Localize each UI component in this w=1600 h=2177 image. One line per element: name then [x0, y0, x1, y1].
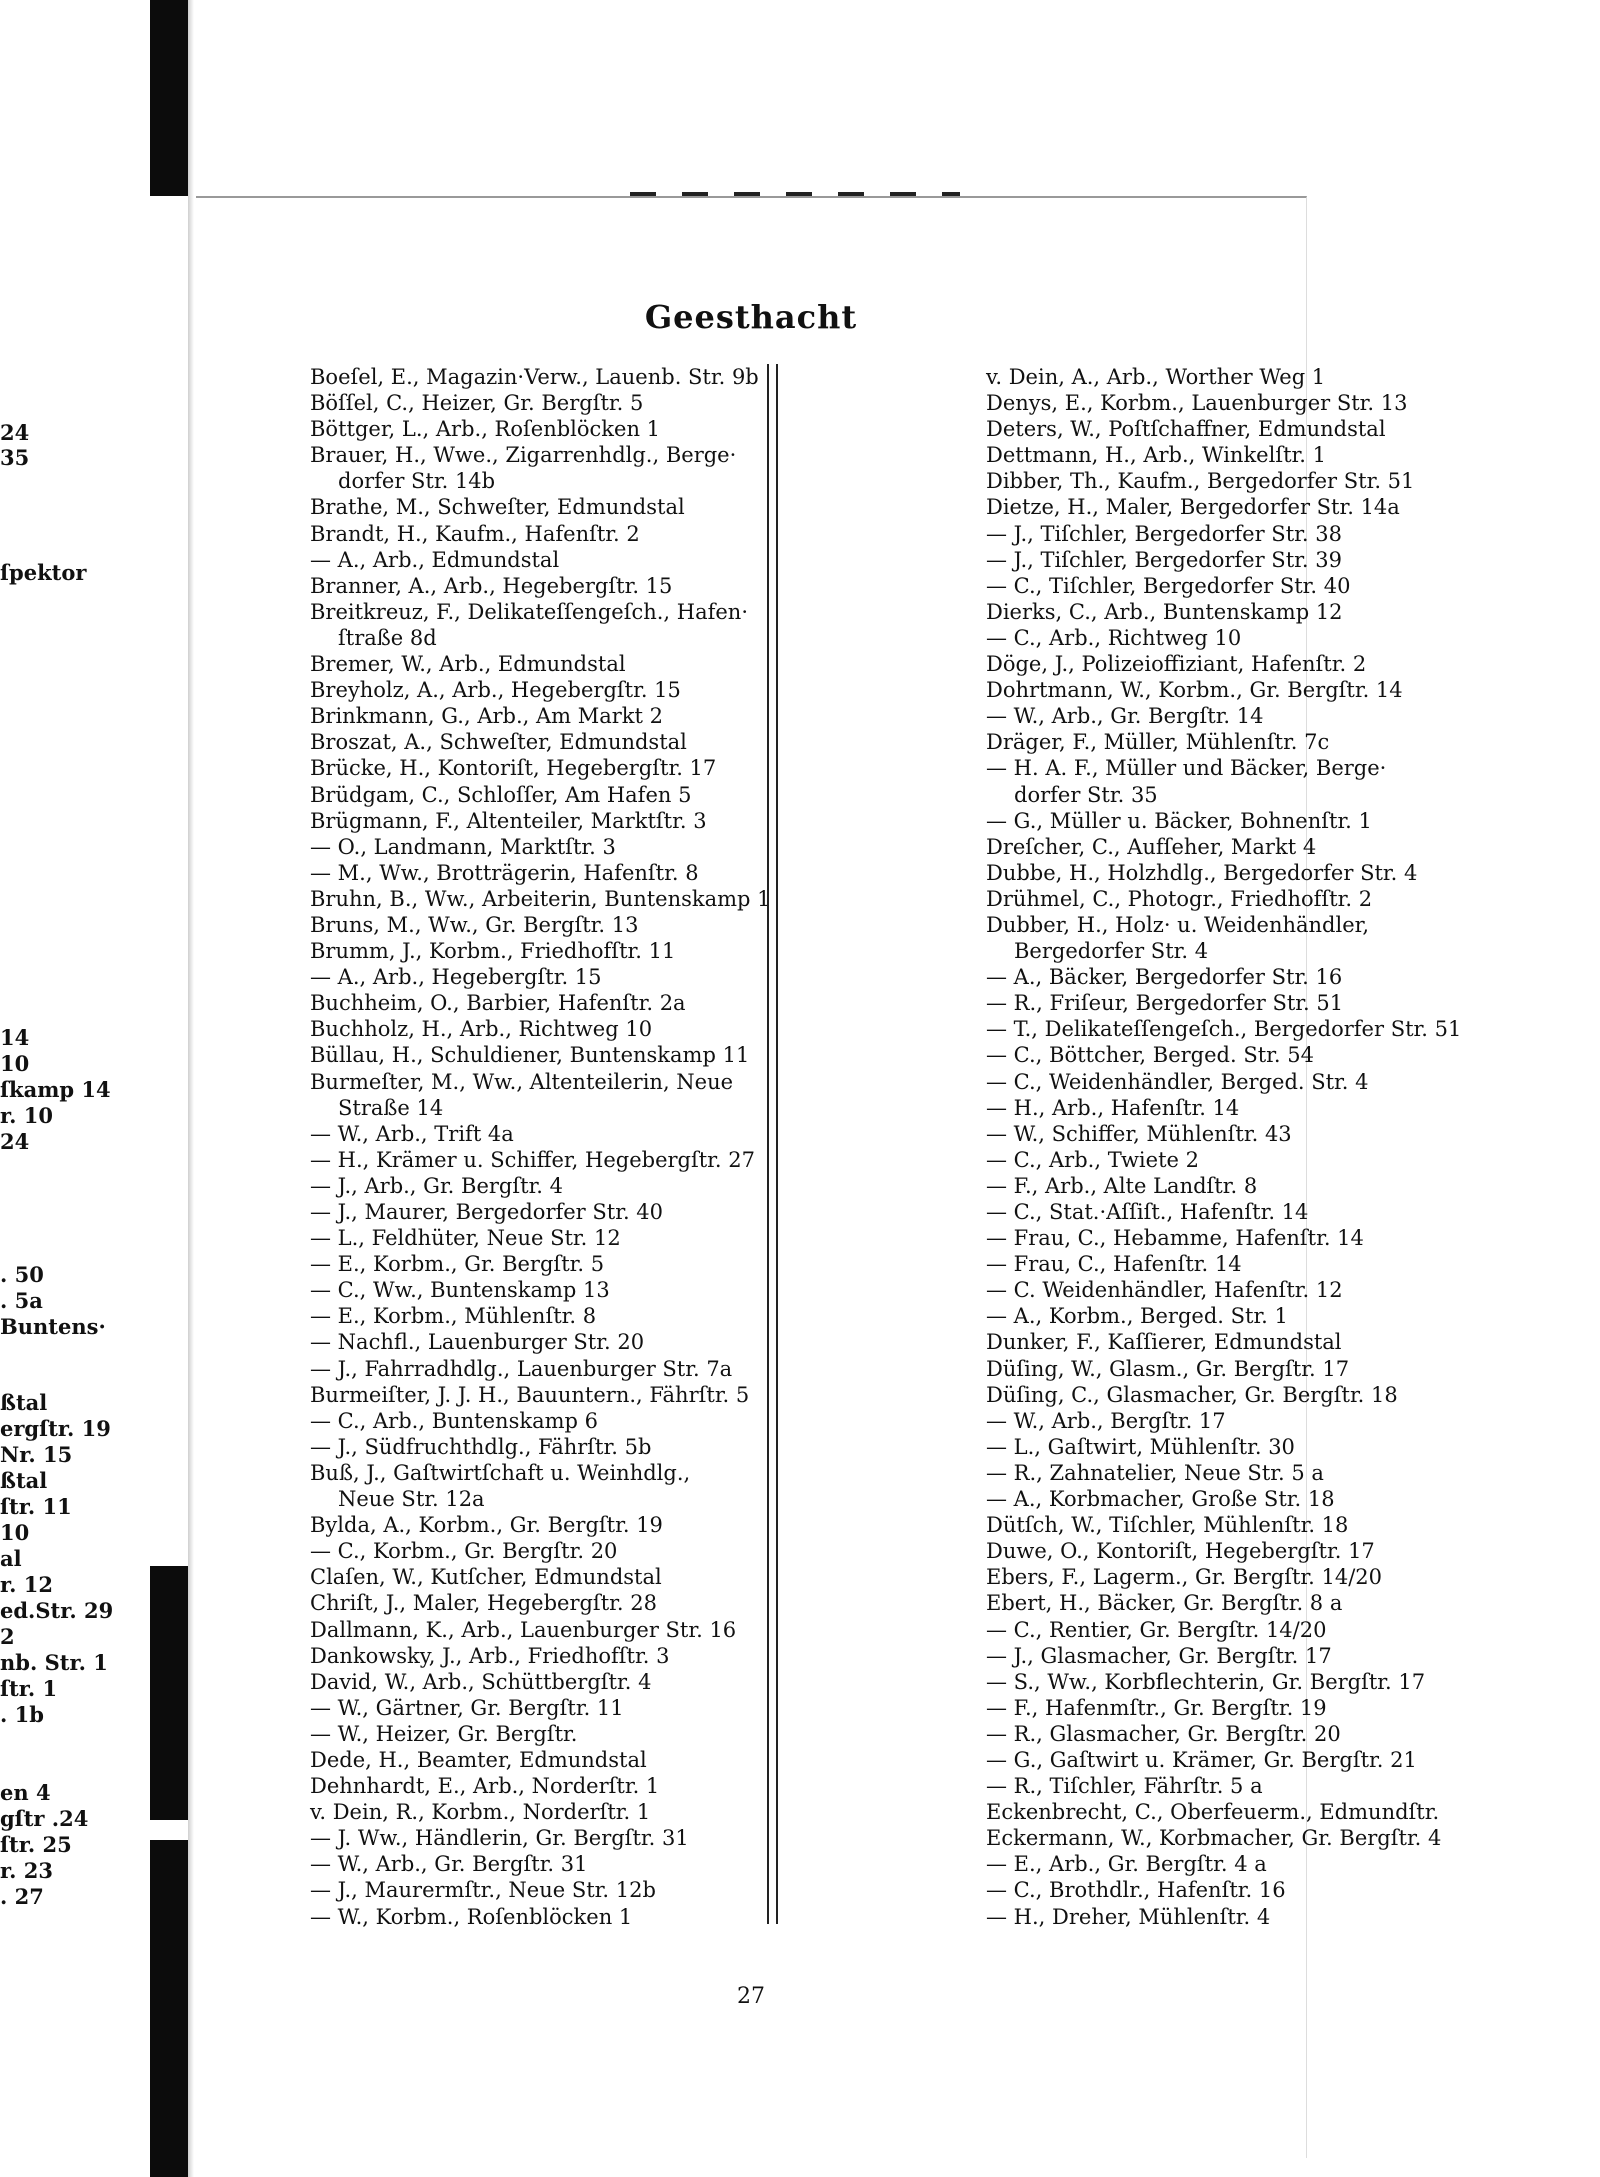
directory-entry: Dallmann, K., Arb., Lauenburger Str. 16 [310, 1617, 737, 1642]
margin-fragment: ßtal [0, 1468, 48, 1493]
directory-entry: Brathe, M., Schweſter, Edmundstal [310, 495, 685, 520]
directory-entry: — J. Ww., Händlerin, Gr. Bergſtr. 31 [310, 1826, 689, 1851]
directory-entry: Denys, E., Korbm., Lauenburger Str. 13 [986, 391, 1408, 416]
directory-entry: Burmeſter, M., Ww., Altenteilerin, Neue [310, 1069, 734, 1094]
directory-entry: Boeſel, E., Magazin·Verw., Lauenb. Str. 9b [310, 365, 759, 389]
margin-fragment: 10 [0, 1520, 30, 1545]
margin-fragment: 14 [0, 1025, 30, 1050]
margin-fragment: ßtal [0, 1390, 48, 1415]
directory-entry: — C. Weidenhändler, Hafenſtr. 12 [986, 1278, 1343, 1303]
directory-entry: — Nachfl., Lauenburger Str. 20 [310, 1330, 645, 1355]
directory-entry: Brauer, H., Wwe., Zigarrenhdlg., Berge· [310, 443, 737, 468]
directory-entry: Böſſel, C., Heizer, Gr. Bergſtr. 5 [310, 391, 644, 416]
directory-entry: — C., Arb., Richtweg 10 [986, 625, 1242, 650]
directory-entry: — L., Gaſtwirt, Mühlenſtr. 30 [986, 1434, 1295, 1459]
directory-entry: Brandt, H., Kaufm., Hafenſtr. 2 [310, 521, 640, 546]
directory-entry: — C., Ww., Buntenskamp 13 [310, 1278, 610, 1303]
directory-entry: v. Dein, R., Korbm., Norderſtr. 1 [310, 1800, 651, 1825]
directory-entry: — W., Heizer, Gr. Bergſtr. [310, 1721, 578, 1746]
directory-entry: Dunker, F., Kaſſierer, Edmundstal [986, 1330, 1342, 1355]
directory-entry: — A., Korbmacher, Große Str. 18 [986, 1487, 1335, 1512]
directory-entry: — F., Arb., Alte Landſtr. 8 [986, 1173, 1258, 1198]
directory-entry: — C., Rentier, Gr. Bergſtr. 14/20 [986, 1617, 1327, 1642]
directory-entry: Büllau, H., Schuldiener, Buntenskamp 11 [310, 1043, 750, 1068]
directory-entry: Dubber, H., Holz· u. Weidenhändler, [986, 912, 1370, 937]
directory-entry: Bruhn, B., Ww., Arbeiterin, Buntenskamp 1 [310, 886, 771, 911]
margin-fragment: ſtr. 1 [0, 1676, 58, 1701]
directory-entry: Straße 14 [338, 1095, 444, 1120]
margin-fragment: 2 [0, 1624, 15, 1649]
directory-entry: Dubbe, H., Holzhdlg., Bergedorfer Str. 4 [986, 860, 1418, 885]
margin-fragment: ſkamp 14 [0, 1077, 111, 1102]
margin-fragment: r. 23 [0, 1858, 53, 1883]
directory-entry: Dede, H., Beamter, Edmundstal [310, 1747, 647, 1772]
directory-entry: Brügmann, F., Altenteiler, Marktſtr. 3 [310, 808, 707, 833]
directory-entry: — G., Müller u. Bäcker, Bohnenſtr. 1 [986, 808, 1372, 833]
directory-entry: Broszat, A., Schweſter, Edmundstal [310, 730, 687, 755]
directory-entry: — O., Landmann, Marktſtr. 3 [310, 834, 616, 859]
directory-entry: Eckenbrecht, C., Oberfeuerm., Edmundſtr. [986, 1800, 1440, 1825]
directory-entry: — C., Tiſchler, Bergedorfer Str. 40 [986, 573, 1351, 598]
directory-entry: Buß, J., Gaſtwirtſchaft u. Weinhdlg., [310, 1460, 691, 1485]
directory-entry: — Frau, C., Hafenſtr. 14 [986, 1252, 1242, 1277]
binding-gap-lower [150, 1820, 188, 1840]
margin-fragment: 24 [0, 1129, 30, 1154]
directory-entry: — R., Friſeur, Bergedorfer Str. 51 [986, 991, 1344, 1016]
column-divider [767, 364, 778, 1924]
directory-entry: — L., Feldhüter, Neue Str. 12 [310, 1226, 621, 1251]
directory-entry: — W., Schiffer, Mühlenſtr. 43 [986, 1121, 1292, 1146]
directory-entry: — J., Glasmacher, Gr. Bergſtr. 17 [986, 1643, 1332, 1668]
margin-fragment: r. 12 [0, 1572, 53, 1597]
directory-entry: Düſing, C., Glasmacher, Gr. Bergſtr. 18 [986, 1382, 1398, 1407]
facing-page-fragment [0, 0, 150, 2177]
margin-fragment: ſtr. 11 [0, 1494, 72, 1519]
margin-fragment: 35 [0, 445, 30, 470]
margin-fragment: al [0, 1546, 22, 1571]
right-column [986, 364, 1466, 1930]
directory-entry: Dütſch, W., Tiſchler, Mühlenſtr. 18 [986, 1513, 1349, 1538]
directory-entry: dorfer Str. 14b [338, 469, 496, 494]
directory-entry: — T., Delikateſſengeſch., Bergedorfer Str. 51 [986, 1017, 1462, 1042]
directory-entry: Deters, W., Poſtſchaffner, Edmundstal [986, 417, 1386, 442]
directory-entry: Drühmel, C., Photogr., Friedhofſtr. 2 [986, 886, 1373, 911]
directory-entry: — W., Korbm., Roſenblöcken 1 [310, 1904, 633, 1929]
directory-entry: Bremer, W., Arb., Edmundstal [310, 652, 626, 677]
directory-entry: Dankowsky, J., Arb., Friedhofſtr. 3 [310, 1643, 670, 1668]
directory-entry: — W., Gärtner, Gr. Bergſtr. 11 [310, 1695, 624, 1720]
left-column [310, 364, 950, 1930]
directory-entry: Brinkmann, G., Arb., Am Markt 2 [310, 704, 664, 729]
directory-entry: Brücke, H., Kontoriſt, Hegebergſtr. 17 [310, 756, 717, 781]
directory-entry: Düſing, W., Glasm., Gr. Bergſtr. 17 [986, 1356, 1350, 1381]
directory-entry: — W., Arb., Gr. Bergſtr. 14 [986, 704, 1264, 729]
directory-entry: — C., Weidenhändler, Berged. Str. 4 [986, 1069, 1369, 1094]
margin-fragment: 24 [0, 420, 30, 445]
directory-entry: — A., Korbm., Berged. Str. 1 [986, 1304, 1288, 1329]
directory-entry: — C., Arb., Buntenskamp 6 [310, 1408, 598, 1433]
directory-entry: — C., Böttcher, Berged. Str. 54 [986, 1043, 1314, 1068]
directory-entry: — E., Arb., Gr. Bergſtr. 4 a [986, 1852, 1267, 1877]
directory-entry: Dierks, C., Arb., Buntenskamp 12 [986, 599, 1343, 624]
directory-entry: — F., Hafenmſtr., Gr. Bergſtr. 19 [986, 1695, 1327, 1720]
directory-entry: Breitkreuz, F., Delikateſſengeſch., Hafen· [310, 599, 749, 624]
directory-entry: Neue Str. 12a [338, 1487, 485, 1512]
directory-entry: Böttger, L., Arb., Roſenblöcken 1 [310, 417, 661, 442]
directory-entry: Dettmann, H., Arb., Winkelſtr. 1 [986, 443, 1326, 468]
directory-page [196, 196, 1462, 2158]
directory-entry: Dohrtmann, W., Korbm., Gr. Bergſtr. 14 [986, 678, 1403, 703]
directory-entry: — J., Tiſchler, Bergedorfer Str. 39 [986, 547, 1342, 572]
directory-entry: Döge, J., Polizeioffiziant, Hafenſtr. 2 [986, 652, 1367, 677]
directory-entry: — H., Krämer u. Schiffer, Hegebergſtr. 27 [310, 1147, 755, 1172]
directory-entry: — J., Tiſchler, Bergedorfer Str. 38 [986, 521, 1342, 546]
directory-entry: David, W., Arb., Schüttbergſtr. 4 [310, 1669, 652, 1694]
directory-entry: — H., Arb., Hafenſtr. 14 [986, 1095, 1240, 1120]
directory-entry: Brumm, J., Korbm., Friedhofſtr. 11 [310, 939, 676, 964]
directory-entry: Bruns, M., Ww., Gr. Bergſtr. 13 [310, 912, 639, 937]
margin-fragment: r. 10 [0, 1103, 53, 1128]
directory-entry: Ebert, H., Bäcker, Gr. Bergſtr. 8 a [986, 1591, 1343, 1616]
directory-entry: — A., Arb., Hegebergſtr. 15 [310, 965, 602, 990]
directory-entry: Duwe, O., Kontoriſt, Hegebergſtr. 17 [986, 1539, 1375, 1564]
directory-entry: Buchholz, H., Arb., Richtweg 10 [310, 1017, 653, 1042]
margin-fragment: gſtr .24 [0, 1806, 89, 1831]
directory-entry: — C., Korbm., Gr. Bergſtr. 20 [310, 1539, 618, 1564]
directory-entry: Dreſcher, C., Aufſeher, Markt 4 [986, 834, 1317, 859]
directory-entry: — W., Arb., Trift 4a [310, 1121, 514, 1146]
directory-entry: — W., Arb., Gr. Bergſtr. 31 [310, 1852, 588, 1877]
binding-gap [150, 196, 188, 1566]
margin-fragment: en 4 [0, 1780, 51, 1805]
directory-entry: Bergedorfer Str. 4 [1014, 939, 1209, 964]
directory-entry: — C., Arb., Twiete 2 [986, 1147, 1199, 1172]
margin-fragment: 10 [0, 1051, 30, 1076]
directory-entry: Chriſt, J., Maler, Hegebergſtr. 28 [310, 1591, 657, 1616]
directory-entry: — R., Glasmacher, Gr. Bergſtr. 20 [986, 1721, 1341, 1746]
directory-entry: — H., Dreher, Mühlenſtr. 4 [986, 1904, 1271, 1929]
directory-entry: Eckermann, W., Korbmacher, Gr. Bergſtr. 4 [986, 1826, 1442, 1851]
directory-entry: — J., Maurer, Bergedorfer Str. 40 [310, 1200, 664, 1224]
page-fold [188, 0, 194, 2177]
margin-fragment: ſtr. 25 [0, 1832, 72, 1857]
directory-entry: — A., Arb., Edmundstal [310, 547, 560, 572]
directory-entry: Dietze, H., Maler, Bergedorfer Str. 14a [986, 495, 1400, 520]
directory-entry: — Frau, C., Hebamme, Hafenſtr. 14 [986, 1226, 1364, 1251]
directory-entry: — H. A. F., Müller und Bäcker, Berge· [986, 756, 1387, 781]
directory-entry: Dräger, F., Müller, Mühlenſtr. 7c [986, 730, 1330, 755]
directory-entry: — W., Arb., Bergſtr. 17 [986, 1408, 1226, 1433]
directory-entry: — S., Ww., Korbflechterin, Gr. Bergſtr. 17 [986, 1669, 1426, 1694]
margin-fragment: Buntens· [0, 1314, 106, 1339]
directory-entry: Dibber, Th., Kaufm., Bergedorfer Str. 51 [986, 469, 1415, 494]
margin-fragment: . 5a [0, 1288, 43, 1313]
page-title: Geesthacht [644, 298, 858, 336]
directory-entry: — J., Südfruchthdlg., Fährſtr. 5b [310, 1434, 652, 1459]
directory-entry: dorfer Str. 35 [1014, 782, 1158, 807]
margin-fragment: Nr. 15 [0, 1442, 73, 1467]
directory-entry: — M., Ww., Brotträgerin, Hafenſtr. 8 [310, 860, 699, 885]
margin-fragment: ſpektor [0, 560, 87, 585]
margin-fragment: . 1b [0, 1702, 44, 1727]
directory-entry: Claſen, W., Kutſcher, Edmundstal [310, 1565, 662, 1590]
directory-entry: — G., Gaſtwirt u. Krämer, Gr. Bergſtr. 21 [986, 1747, 1417, 1772]
directory-entry: — C., Stat.·Aſſiſt., Hafenſtr. 14 [986, 1200, 1309, 1224]
directory-entry: Branner, A., Arb., Hegebergſtr. 15 [310, 573, 673, 598]
directory-entry: ſtraße 8d [338, 625, 437, 650]
directory-entry: — R., Tiſchler, Fährſtr. 5 a [986, 1774, 1263, 1799]
margin-fragment: ergſtr. 19 [0, 1416, 111, 1441]
directory-entry: Breyholz, A., Arb., Hegebergſtr. 15 [310, 678, 681, 703]
directory-entry: — A., Bäcker, Bergedorfer Str. 16 [986, 965, 1343, 990]
directory-entry: — J., Arb., Gr. Bergſtr. 4 [310, 1173, 564, 1198]
directory-entry: — J., Fahrradhdlg., Lauenburger Str. 7a [310, 1356, 733, 1381]
margin-fragment: . 50 [0, 1262, 44, 1287]
page-number: 27 [737, 1984, 765, 2009]
margin-fragment: . 27 [0, 1884, 44, 1909]
directory-entry: Brüdgam, C., Schloſſer, Am Hafen 5 [310, 782, 692, 807]
directory-entry: — J., Maurermſtr., Neue Str. 12b [310, 1878, 656, 1903]
margin-fragment: ed.Str. 29 [0, 1598, 114, 1623]
directory-entry: Dehnhardt, E., Arb., Norderſtr. 1 [310, 1774, 660, 1799]
directory-entry: — R., Zahnatelier, Neue Str. 5 a [986, 1460, 1324, 1485]
directory-entry: — E., Korbm., Mühlenſtr. 8 [310, 1304, 597, 1329]
margin-fragment: nb. Str. 1 [0, 1650, 108, 1675]
directory-entry: Ebers, F., Lagerm., Gr. Bergſtr. 14/20 [986, 1565, 1383, 1590]
directory-entry: — C., Brothdlr., Hafenſtr. 16 [986, 1878, 1286, 1903]
directory-entry: Buchheim, O., Barbier, Hafenſtr. 2a [310, 991, 686, 1016]
directory-entry: Bylda, A., Korbm., Gr. Bergſtr. 19 [310, 1513, 663, 1538]
directory-entry: — E., Korbm., Gr. Bergſtr. 5 [310, 1252, 605, 1277]
directory-entry: Burmeiſter, J. J. H., Bauuntern., Fährſtr. 5 [310, 1382, 750, 1407]
directory-entry: v. Dein, A., Arb., Worther Weg 1 [986, 365, 1326, 389]
